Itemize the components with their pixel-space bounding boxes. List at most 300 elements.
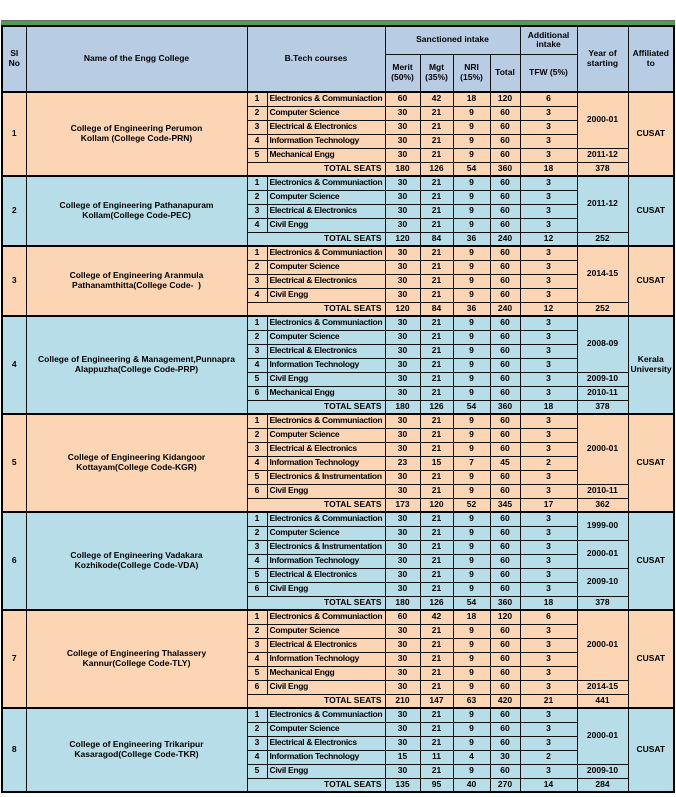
course-name-cell: Electrical & Electronics: [267, 568, 385, 582]
nri-total-cell: 63: [453, 694, 490, 708]
merit-value-cell: 30: [385, 260, 420, 274]
nri-value-cell: 9: [453, 372, 490, 386]
merit-value-cell: 30: [385, 484, 420, 498]
merit-value-cell: 30: [385, 722, 420, 736]
course-row: [2, 316, 674, 330]
course-name-cell: Civil Engg: [267, 582, 385, 596]
nri-value-cell: 9: [453, 540, 490, 554]
total-value-cell: 60: [490, 344, 520, 358]
course-no-cell: 1: [247, 246, 267, 260]
mgt-total-cell: 126: [420, 162, 453, 176]
tfw-value-cell: 3: [520, 736, 577, 750]
total-value-cell: 120: [490, 92, 520, 106]
header-tfw: TFW (5%): [520, 54, 577, 92]
tfw-value-cell: 3: [520, 582, 577, 596]
nri-value-cell: 9: [453, 204, 490, 218]
grand-total-cell: 284: [577, 778, 628, 792]
merit-value-cell: 30: [385, 428, 420, 442]
nri-value-cell: 18: [453, 92, 490, 106]
merit-value-cell: 30: [385, 708, 420, 722]
header-college-name: Name of the Engg College: [26, 26, 247, 92]
tfw-value-cell: 3: [520, 330, 577, 344]
affiliated-cell: CUSAT: [628, 414, 674, 512]
nri-value-cell: 9: [453, 484, 490, 498]
total-seats-label-cell: TOTAL SEATS: [247, 778, 385, 792]
mgt-value-cell: 21: [420, 274, 453, 288]
sl-no-cell: 7: [2, 610, 26, 708]
college-name-line: Kollam (College Code-PRN): [80, 133, 193, 143]
sl-no-cell: 8: [2, 708, 26, 792]
course-no-cell: 2: [247, 190, 267, 204]
tfw-total-cell: 18: [520, 596, 577, 610]
nri-value-cell: 9: [453, 680, 490, 694]
total-value-cell: 60: [490, 540, 520, 554]
year-cell: 2009-10: [577, 372, 628, 386]
header-nri: NRI (15%): [453, 54, 490, 92]
total-seats-label-cell: TOTAL SEATS: [247, 302, 385, 316]
college-name-line: Pathanamthitta(College Code- ): [72, 280, 201, 290]
grand-total-cell: 252: [577, 302, 628, 316]
course-no-cell: 4: [247, 652, 267, 666]
nri-value-cell: 9: [453, 554, 490, 568]
sl-no-cell: 1: [2, 92, 26, 176]
mgt-value-cell: 15: [420, 456, 453, 470]
course-name-cell: Computer Science: [267, 106, 385, 120]
tfw-value-cell: 3: [520, 386, 577, 400]
merit-value-cell: 30: [385, 176, 420, 190]
course-no-cell: 1: [247, 512, 267, 526]
total-value-cell: 60: [490, 358, 520, 372]
mgt-value-cell: 21: [420, 148, 453, 162]
year-cell: 2010-11: [577, 386, 628, 400]
course-no-cell: 6: [247, 386, 267, 400]
course-no-cell: 3: [247, 204, 267, 218]
tfw-value-cell: 3: [520, 568, 577, 582]
total-total-cell: 360: [490, 400, 520, 414]
course-name-cell: Computer Science: [267, 260, 385, 274]
mgt-value-cell: 21: [420, 386, 453, 400]
total-value-cell: 45: [490, 456, 520, 470]
merit-value-cell: 30: [385, 386, 420, 400]
mgt-value-cell: 21: [420, 540, 453, 554]
sl-no-cell: 2: [2, 176, 26, 246]
total-value-cell: 60: [490, 148, 520, 162]
course-name-cell: Electronics & Communiaction: [267, 610, 385, 624]
nri-value-cell: 9: [453, 134, 490, 148]
year-cell: 2008-09: [577, 316, 628, 372]
year-cell: 2014-15: [577, 680, 628, 694]
merit-value-cell: 30: [385, 526, 420, 540]
total-value-cell: 60: [490, 386, 520, 400]
tfw-value-cell: 3: [520, 428, 577, 442]
nri-total-cell: 54: [453, 596, 490, 610]
year-cell: 2009-10: [577, 764, 628, 778]
mgt-value-cell: 21: [420, 736, 453, 750]
nri-value-cell: 9: [453, 218, 490, 232]
course-no-cell: 1: [247, 708, 267, 722]
course-name-cell: Electronics & Instrumentation: [267, 470, 385, 484]
merit-value-cell: 30: [385, 638, 420, 652]
course-no-cell: 5: [247, 764, 267, 778]
tfw-value-cell: 3: [520, 652, 577, 666]
year-cell: 2011-12: [577, 176, 628, 232]
course-no-cell: 4: [247, 358, 267, 372]
mgt-value-cell: 21: [420, 414, 453, 428]
mgt-total-cell: 126: [420, 400, 453, 414]
tfw-value-cell: 3: [520, 288, 577, 302]
total-value-cell: 60: [490, 120, 520, 134]
course-row: [2, 708, 674, 722]
course-name-cell: Civil Engg: [267, 484, 385, 498]
nri-value-cell: 9: [453, 428, 490, 442]
course-no-cell: 1: [247, 610, 267, 624]
course-no-cell: 1: [247, 316, 267, 330]
total-value-cell: 60: [490, 288, 520, 302]
course-name-cell: Electrical & Electronics: [267, 204, 385, 218]
total-value-cell: 60: [490, 526, 520, 540]
course-name-cell: Electronics & Communiaction: [267, 316, 385, 330]
college-name-line: College of Engineering Perumon: [70, 123, 203, 134]
merit-value-cell: 30: [385, 106, 420, 120]
nri-value-cell: 9: [453, 386, 490, 400]
course-name-cell: Civil Engg: [267, 680, 385, 694]
nri-value-cell: 9: [453, 638, 490, 652]
merit-value-cell: 30: [385, 736, 420, 750]
tfw-total-cell: 18: [520, 162, 577, 176]
mgt-value-cell: 21: [420, 526, 453, 540]
course-no-cell: 4: [247, 134, 267, 148]
total-value-cell: 60: [490, 484, 520, 498]
tfw-value-cell: 3: [520, 666, 577, 680]
college-name-cell: [26, 246, 247, 316]
total-value-cell: 60: [490, 428, 520, 442]
tfw-total-cell: 21: [520, 694, 577, 708]
mgt-value-cell: 21: [420, 176, 453, 190]
total-value-cell: 60: [490, 442, 520, 456]
course-name-cell: Civil Engg: [267, 288, 385, 302]
college-name-line: College of Engineering Kidangoor: [67, 452, 206, 463]
nri-value-cell: 9: [453, 246, 490, 260]
course-name-cell: Computer Science: [267, 428, 385, 442]
total-value-cell: 60: [490, 316, 520, 330]
mgt-value-cell: 21: [420, 134, 453, 148]
merit-value-cell: 30: [385, 148, 420, 162]
tfw-value-cell: 3: [520, 638, 577, 652]
nri-value-cell: 9: [453, 764, 490, 778]
header-additional-intake: Additional intake: [520, 26, 577, 54]
course-no-cell: 6: [247, 484, 267, 498]
course-name-cell: Electronics & Instrumentation: [267, 540, 385, 554]
tfw-value-cell: 3: [520, 106, 577, 120]
college-name-cell: [26, 512, 247, 610]
mgt-value-cell: 21: [420, 666, 453, 680]
tfw-value-cell: 3: [520, 554, 577, 568]
year-cell: 2000-01: [577, 414, 628, 484]
merit-value-cell: 30: [385, 344, 420, 358]
year-cell: 2010-11: [577, 484, 628, 498]
college-name-line: College of Engineering & Management,Punnapra: [38, 354, 235, 365]
total-value-cell: 60: [490, 260, 520, 274]
college-name-line: College of Engineering Vadakara: [70, 550, 203, 561]
course-name-cell: Electrical & Electronics: [267, 120, 385, 134]
total-total-cell: 345: [490, 498, 520, 512]
course-name-cell: Electrical & Electronics: [267, 442, 385, 456]
nri-value-cell: 9: [453, 344, 490, 358]
course-no-cell: 4: [247, 218, 267, 232]
total-seats-label-cell: TOTAL SEATS: [247, 162, 385, 176]
merit-value-cell: 30: [385, 316, 420, 330]
nri-value-cell: 9: [453, 120, 490, 134]
affiliated-cell: Kerala University: [628, 316, 674, 414]
merit-total-cell: 180: [385, 596, 420, 610]
mgt-value-cell: 11: [420, 750, 453, 764]
tfw-value-cell: 3: [520, 764, 577, 778]
merit-total-cell: 120: [385, 232, 420, 246]
total-value-cell: 60: [490, 666, 520, 680]
nri-value-cell: 9: [453, 330, 490, 344]
course-name-cell: Electronics & Communiaction: [267, 512, 385, 526]
header-sanctioned-intake: Sanctioned intake: [385, 26, 520, 54]
course-no-cell: 3: [247, 638, 267, 652]
merit-value-cell: 30: [385, 414, 420, 428]
total-value-cell: 60: [490, 106, 520, 120]
course-no-cell: 2: [247, 330, 267, 344]
merit-value-cell: 30: [385, 274, 420, 288]
course-name-cell: Information Technology: [267, 134, 385, 148]
nri-value-cell: 18: [453, 610, 490, 624]
total-value-cell: 60: [490, 568, 520, 582]
nri-value-cell: 9: [453, 288, 490, 302]
tfw-value-cell: 2: [520, 750, 577, 764]
mgt-value-cell: 21: [420, 568, 453, 582]
merit-total-cell: 180: [385, 400, 420, 414]
tfw-value-cell: 3: [520, 470, 577, 484]
mgt-value-cell: 21: [420, 218, 453, 232]
nri-value-cell: 9: [453, 582, 490, 596]
nri-value-cell: 9: [453, 736, 490, 750]
header-year-of-starting: Year of starting: [577, 26, 628, 92]
nri-value-cell: 9: [453, 358, 490, 372]
tfw-value-cell: 3: [520, 414, 577, 428]
course-name-cell: Electronics & Communiaction: [267, 414, 385, 428]
course-name-cell: Computer Science: [267, 722, 385, 736]
merit-value-cell: 30: [385, 204, 420, 218]
year-cell: 2000-01: [577, 540, 628, 568]
nri-value-cell: 9: [453, 442, 490, 456]
merit-value-cell: 30: [385, 288, 420, 302]
mgt-value-cell: 21: [420, 428, 453, 442]
mgt-value-cell: 21: [420, 708, 453, 722]
tfw-value-cell: 3: [520, 442, 577, 456]
mgt-value-cell: 21: [420, 288, 453, 302]
affiliated-cell: CUSAT: [628, 246, 674, 316]
total-value-cell: 60: [490, 680, 520, 694]
mgt-value-cell: 21: [420, 120, 453, 134]
college-name-line: Kannur(College Code-TLY): [82, 658, 191, 668]
mgt-value-cell: 21: [420, 190, 453, 204]
college-name-cell: [26, 708, 247, 792]
merit-value-cell: 30: [385, 246, 420, 260]
merit-total-cell: 135: [385, 778, 420, 792]
total-seats-label-cell: TOTAL SEATS: [247, 232, 385, 246]
total-value-cell: 60: [490, 190, 520, 204]
mgt-value-cell: 21: [420, 106, 453, 120]
total-value-cell: 60: [490, 736, 520, 750]
course-name-cell: Computer Science: [267, 526, 385, 540]
year-cell: 2014-15: [577, 246, 628, 302]
nri-value-cell: 9: [453, 316, 490, 330]
course-no-cell: 4: [247, 456, 267, 470]
tfw-value-cell: 6: [520, 92, 577, 106]
course-no-cell: 1: [247, 414, 267, 428]
tfw-value-cell: 3: [520, 358, 577, 372]
college-name-line: Kollam(College Code-PEC): [82, 210, 191, 220]
mgt-total-cell: 84: [420, 302, 453, 316]
year-cell: 2011-12: [577, 148, 628, 162]
affiliated-cell: CUSAT: [628, 176, 674, 246]
total-value-cell: 60: [490, 274, 520, 288]
course-no-cell: 5: [247, 470, 267, 484]
year-cell: 2000-01: [577, 92, 628, 148]
grand-total-cell: 378: [577, 162, 628, 176]
merit-value-cell: 30: [385, 666, 420, 680]
grand-total-cell: 378: [577, 596, 628, 610]
course-name-cell: Computer Science: [267, 190, 385, 204]
tfw-total-cell: 17: [520, 498, 577, 512]
mgt-value-cell: 21: [420, 246, 453, 260]
course-no-cell: 3: [247, 120, 267, 134]
course-no-cell: 2: [247, 106, 267, 120]
course-name-cell: Civil Engg: [267, 372, 385, 386]
course-no-cell: 4: [247, 750, 267, 764]
tfw-value-cell: 3: [520, 540, 577, 554]
mgt-total-cell: 84: [420, 232, 453, 246]
course-name-cell: Electronics & Communiaction: [267, 246, 385, 260]
mgt-value-cell: 21: [420, 260, 453, 274]
affiliated-cell: CUSAT: [628, 512, 674, 610]
mgt-value-cell: 21: [420, 554, 453, 568]
course-row: [2, 246, 674, 260]
course-name-cell: Mechanical Engg: [267, 666, 385, 680]
course-no-cell: 1: [247, 92, 267, 106]
college-name-cell: [26, 316, 247, 414]
mgt-total-cell: 147: [420, 694, 453, 708]
mgt-value-cell: 21: [420, 512, 453, 526]
nri-value-cell: 9: [453, 512, 490, 526]
tfw-value-cell: 3: [520, 120, 577, 134]
tfw-value-cell: 3: [520, 246, 577, 260]
merit-value-cell: 30: [385, 568, 420, 582]
total-value-cell: 60: [490, 624, 520, 638]
tfw-value-cell: 6: [520, 610, 577, 624]
course-name-cell: Electronics & Communiaction: [267, 92, 385, 106]
tfw-value-cell: 3: [520, 344, 577, 358]
college-name-cell: [26, 414, 247, 512]
tfw-value-cell: 3: [520, 316, 577, 330]
mgt-value-cell: 21: [420, 358, 453, 372]
tfw-total-cell: 12: [520, 232, 577, 246]
total-value-cell: 60: [490, 414, 520, 428]
tfw-value-cell: 3: [520, 484, 577, 498]
course-no-cell: 2: [247, 260, 267, 274]
college-name-line: College of Engineering Thalassery: [66, 648, 207, 659]
nri-value-cell: 9: [453, 260, 490, 274]
year-cell: 2000-01: [577, 610, 628, 680]
total-value-cell: 60: [490, 722, 520, 736]
course-no-cell: 4: [247, 554, 267, 568]
merit-value-cell: 30: [385, 372, 420, 386]
nri-total-cell: 36: [453, 232, 490, 246]
total-value-cell: 60: [490, 218, 520, 232]
nri-value-cell: 9: [453, 708, 490, 722]
tfw-value-cell: 3: [520, 260, 577, 274]
tfw-value-cell: 3: [520, 218, 577, 232]
total-value-cell: 60: [490, 330, 520, 344]
mgt-value-cell: 21: [420, 582, 453, 596]
nri-value-cell: 9: [453, 148, 490, 162]
merit-value-cell: 30: [385, 120, 420, 134]
nri-value-cell: 9: [453, 652, 490, 666]
course-row: [2, 414, 674, 428]
merit-value-cell: 60: [385, 610, 420, 624]
mgt-value-cell: 21: [420, 652, 453, 666]
course-row: [2, 512, 674, 526]
total-value-cell: 60: [490, 512, 520, 526]
merit-total-cell: 210: [385, 694, 420, 708]
course-name-cell: Electrical & Electronics: [267, 274, 385, 288]
mgt-value-cell: 21: [420, 624, 453, 638]
total-value-cell: 60: [490, 246, 520, 260]
course-name-cell: Electrical & Electronics: [267, 638, 385, 652]
grand-total-cell: 378: [577, 400, 628, 414]
mgt-value-cell: 21: [420, 372, 453, 386]
nri-value-cell: 9: [453, 470, 490, 484]
merit-value-cell: 30: [385, 330, 420, 344]
course-row: [2, 610, 674, 624]
course-name-cell: Information Technology: [267, 554, 385, 568]
merit-value-cell: 30: [385, 134, 420, 148]
nri-total-cell: 36: [453, 302, 490, 316]
merit-value-cell: 15: [385, 750, 420, 764]
total-total-cell: 240: [490, 302, 520, 316]
merit-value-cell: 30: [385, 764, 420, 778]
college-name-line: Alappuzha(College Code-PRP): [74, 364, 199, 374]
course-no-cell: 5: [247, 372, 267, 386]
total-total-cell: 420: [490, 694, 520, 708]
total-seats-label-cell: TOTAL SEATS: [247, 400, 385, 414]
course-name-cell: Civil Engg: [267, 764, 385, 778]
total-total-cell: 360: [490, 596, 520, 610]
nri-value-cell: 9: [453, 274, 490, 288]
mgt-value-cell: 21: [420, 470, 453, 484]
sl-no-cell: 6: [2, 512, 26, 610]
college-blocks: [2, 92, 674, 792]
nri-value-cell: 9: [453, 568, 490, 582]
course-no-cell: 3: [247, 442, 267, 456]
course-no-cell: 2: [247, 526, 267, 540]
mgt-value-cell: 21: [420, 344, 453, 358]
course-no-cell: 2: [247, 624, 267, 638]
course-name-cell: Civil Engg: [267, 218, 385, 232]
merit-value-cell: 60: [385, 92, 420, 106]
nri-value-cell: 7: [453, 456, 490, 470]
tfw-value-cell: 3: [520, 190, 577, 204]
merit-value-cell: 30: [385, 470, 420, 484]
grand-total-cell: 252: [577, 232, 628, 246]
course-no-cell: 5: [247, 148, 267, 162]
merit-value-cell: 30: [385, 358, 420, 372]
total-value-cell: 60: [490, 204, 520, 218]
